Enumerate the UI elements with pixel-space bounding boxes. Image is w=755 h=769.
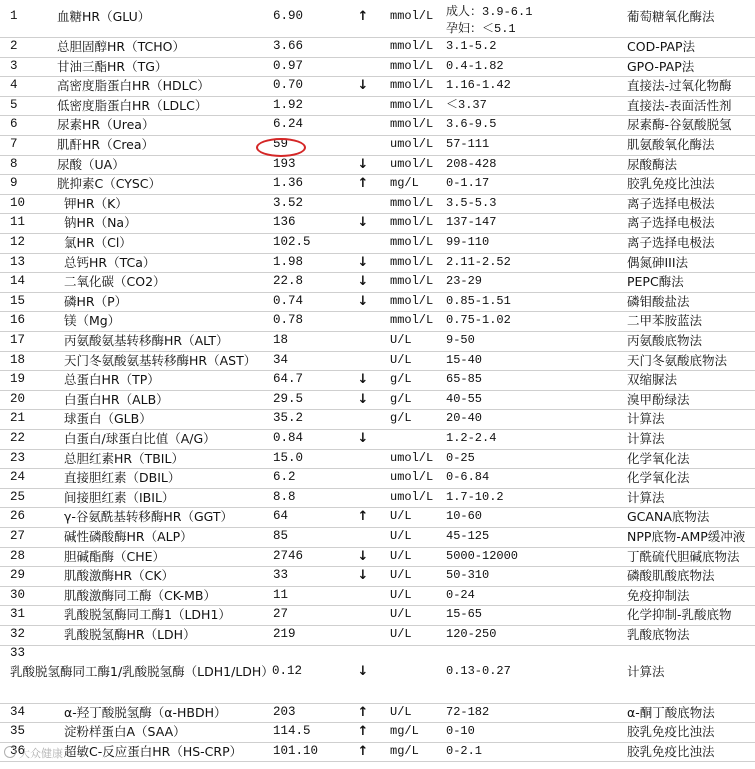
- test-name: 尿酸（UA）: [57, 156, 125, 172]
- table-row: [0, 527, 755, 548]
- test-value: 101.10: [273, 743, 319, 758]
- reference-range: 成人：3.9-6.1 孕妇：＜5.1: [446, 5, 533, 36]
- test-value: 136: [273, 215, 296, 230]
- test-method: 尿酸酶法: [627, 156, 678, 172]
- test-name: 乳酸脱氢酶同工酶1（LDH1）: [64, 607, 231, 623]
- test-method: 胶乳免疫比浊法: [627, 724, 715, 740]
- down-arrow-icon: ↓: [357, 391, 369, 407]
- row-number: 7: [10, 137, 18, 151]
- row-number: 27: [10, 529, 26, 543]
- test-method: 二甲苯胺蓝法: [627, 313, 703, 329]
- test-value: 35.2: [273, 411, 304, 426]
- test-name: 直接胆红素（DBIL）: [64, 470, 181, 486]
- test-unit: U/L: [390, 568, 412, 583]
- test-value: 0.78: [273, 313, 304, 328]
- reference-range: 20-40: [446, 411, 483, 426]
- table-row: [0, 57, 755, 78]
- test-method: 计算法: [627, 431, 665, 446]
- row-number: 33: [10, 645, 26, 660]
- down-arrow-icon: ↓: [357, 372, 369, 388]
- test-name: 乳酸脱氢酶同工酶1/乳酸脱氢酶（LDH1/LDH）: [10, 663, 274, 679]
- reference-range: 1.2-2.4: [446, 431, 497, 445]
- test-unit: mmol/L: [390, 58, 434, 73]
- test-method: 计算法: [627, 489, 665, 505]
- test-unit: mmol/L: [390, 39, 434, 53]
- test-value: 0.12: [272, 663, 303, 678]
- test-method: 免疫抑制法: [627, 587, 690, 603]
- test-method: 计算法: [627, 663, 665, 679]
- table-row: [0, 351, 755, 372]
- table-row: [0, 37, 755, 58]
- test-name: 乳酸脱氢酶HR（LDH）: [64, 627, 196, 642]
- test-unit: mg/L: [390, 176, 419, 191]
- row-number: 18: [10, 352, 26, 367]
- table-row: [0, 703, 755, 724]
- row-number: 9: [10, 176, 18, 191]
- test-name: 镁（Mg）: [64, 313, 121, 329]
- test-method: 直接法-表面活性剂: [627, 97, 732, 113]
- table-row: [0, 586, 755, 607]
- test-method: 化学抑制-乳酸底物: [627, 607, 732, 623]
- table-row: [0, 605, 755, 626]
- test-value: 64: [273, 509, 289, 524]
- crea-value-highlight-circle: [256, 138, 306, 157]
- row-number: 31: [10, 607, 26, 622]
- test-method: 磷钼酸盐法: [627, 293, 690, 309]
- table-row: [0, 253, 755, 274]
- test-value: 33: [273, 568, 289, 583]
- reference-range: 120-250: [446, 627, 497, 641]
- up-arrow-icon: ↑: [357, 509, 369, 525]
- reference-range: 10-60: [446, 509, 483, 524]
- reference-range: 0.75-1.02: [446, 313, 511, 328]
- test-name: 尿素HR（Urea）: [57, 117, 155, 133]
- test-name: 总蛋白HR（TP）: [64, 372, 160, 388]
- test-name: 二氧化碳（CO2）: [64, 274, 166, 290]
- test-method: 胶乳免疫比浊法: [627, 743, 715, 759]
- row-number: 26: [10, 509, 26, 524]
- test-method: NPP底物-AMP缓冲液: [627, 529, 746, 544]
- row-number: 8: [10, 156, 18, 171]
- row-number: 11: [10, 215, 26, 230]
- test-name: 碱性磷酸酶HR（ALP）: [64, 529, 193, 544]
- row-number: 24: [10, 470, 26, 485]
- row-number: 23: [10, 450, 26, 465]
- table-row: [0, 194, 755, 215]
- test-value: 219: [273, 627, 296, 641]
- down-arrow-icon: ↓: [357, 548, 369, 564]
- down-arrow-icon: ↓: [357, 431, 369, 446]
- table-row: [0, 625, 755, 646]
- table-row: [0, 722, 755, 743]
- table-row: [0, 645, 755, 704]
- table-row: [0, 449, 755, 470]
- row-number: 19: [10, 372, 26, 387]
- test-value: 0.70: [273, 78, 304, 93]
- table-row: [0, 115, 755, 136]
- reference-range: 5000-12000: [446, 548, 519, 563]
- test-unit: mmol/L: [390, 9, 434, 23]
- table-row: [0, 213, 755, 234]
- reference-range: 1.7-10.2: [446, 489, 504, 504]
- up-arrow-icon: ↑: [357, 9, 369, 24]
- test-value: 0.97: [273, 58, 304, 73]
- test-method: 偶氮砷III法: [627, 254, 689, 270]
- row-number: 6: [10, 117, 18, 132]
- test-unit: mmol/L: [390, 195, 434, 210]
- test-unit: umol/L: [390, 470, 434, 485]
- table-row: [0, 370, 755, 391]
- test-value: 1.36: [273, 176, 304, 191]
- down-arrow-icon: ↓: [357, 78, 369, 94]
- reference-range: 3.1-5.2: [446, 39, 497, 53]
- reference-range: 50-310: [446, 568, 490, 583]
- test-method: 直接法-过氧化物酶: [627, 78, 732, 94]
- table-row: [0, 742, 755, 763]
- test-unit: mmol/L: [390, 274, 434, 289]
- test-unit: umol/L: [390, 156, 434, 171]
- test-unit: U/L: [390, 529, 412, 543]
- test-unit: U/L: [390, 333, 412, 347]
- row-number: 21: [10, 411, 26, 426]
- test-name: 肌酐HR（Crea）: [57, 137, 155, 152]
- table-row: [0, 5, 755, 38]
- test-value: 0.74: [273, 293, 304, 308]
- test-method: 离子选择电极法: [627, 235, 715, 250]
- test-value: 102.5: [273, 235, 311, 249]
- up-arrow-icon: ↑: [357, 704, 369, 720]
- reference-range: 137-147: [446, 215, 497, 230]
- test-method: GPO-PAP法: [627, 58, 695, 74]
- reference-range: 45-125: [446, 529, 490, 543]
- test-value: 1.98: [273, 254, 304, 269]
- watermark-text: 大众健康: [19, 748, 63, 760]
- test-name: 总钙HR（TCa）: [64, 254, 156, 270]
- row-number: 32: [10, 627, 26, 641]
- test-value: 114.5: [273, 724, 311, 739]
- test-unit: umol/L: [390, 137, 434, 151]
- test-method: α-酮丁酸底物法: [627, 704, 715, 720]
- test-name: 淀粉样蛋白A（SAA）: [64, 724, 186, 740]
- test-unit: mmol/L: [390, 235, 434, 249]
- test-name: 钾HR（K）: [64, 195, 128, 211]
- test-unit: g/L: [390, 391, 412, 406]
- test-name: 肌酸激酶HR（CK）: [64, 568, 175, 584]
- test-value: 15.0: [273, 450, 304, 465]
- row-number: 22: [10, 431, 26, 445]
- test-value: 27: [273, 607, 289, 622]
- table-row: [0, 292, 755, 313]
- test-unit: mg/L: [390, 743, 419, 758]
- table-row: [0, 233, 755, 254]
- test-value: 0.84: [273, 431, 304, 445]
- test-value: 193: [273, 156, 296, 171]
- test-name: 超敏C-反应蛋白HR（HS-CRP）: [64, 743, 243, 759]
- test-method: 计算法: [627, 411, 665, 427]
- row-number: 15: [10, 293, 26, 308]
- table-row: [0, 311, 755, 332]
- test-unit: umol/L: [390, 450, 434, 465]
- test-name: 天门冬氨酸氨基转移酶HR（AST）: [64, 352, 257, 368]
- reference-range: 40-55: [446, 391, 483, 406]
- reference-range: 3.6-9.5: [446, 117, 497, 132]
- test-method: 丙氨酸底物法: [627, 333, 703, 348]
- test-unit: mmol/L: [390, 313, 434, 328]
- test-method: 丁酰硫代胆碱底物法: [627, 548, 740, 564]
- reference-range: 0-24: [446, 587, 475, 602]
- test-name: α-羟丁酸脱氢酶（α-HBDH）: [64, 704, 227, 720]
- up-arrow-icon: ↑: [357, 743, 369, 759]
- test-name: 氯HR（Cl）: [64, 235, 132, 250]
- reference-range: 0.4-1.82: [446, 58, 504, 73]
- test-value: 203: [273, 704, 296, 719]
- test-method: 肌氨酸氧化酶法: [627, 137, 715, 152]
- test-name: 白蛋白HR（ALB）: [64, 391, 169, 407]
- table-row: [0, 272, 755, 293]
- reference-range: 0-25: [446, 450, 475, 465]
- test-name: 总胆固醇HR（TCHO）: [57, 39, 185, 54]
- row-number: 29: [10, 568, 26, 583]
- test-unit: g/L: [390, 411, 412, 426]
- test-name: 球蛋白（GLB）: [64, 411, 152, 427]
- table-row: [0, 507, 755, 528]
- row-number: 30: [10, 587, 26, 602]
- test-unit: mmol/L: [390, 97, 434, 112]
- test-value: 11: [273, 587, 289, 602]
- test-name: 肌酸激酶同工酶（CK-MB）: [64, 587, 216, 603]
- test-unit: g/L: [390, 372, 412, 387]
- row-number: 10: [10, 195, 26, 210]
- test-name: 间接胆红素（IBIL）: [64, 489, 175, 505]
- test-method: GCANA底物法: [627, 509, 710, 525]
- reference-range: 72-182: [446, 704, 490, 719]
- test-value: 34: [273, 352, 289, 367]
- test-name: 总胆红素HR（TBIL）: [64, 450, 184, 466]
- test-unit: U/L: [390, 627, 412, 641]
- reference-range: 208-428: [446, 156, 497, 171]
- test-name: 钠HR（Na）: [64, 215, 137, 231]
- test-unit: U/L: [390, 607, 412, 622]
- test-method: 离子选择电极法: [627, 215, 715, 231]
- test-value: 6.2: [273, 470, 296, 485]
- test-unit: mmol/L: [390, 293, 434, 308]
- test-unit: mmol/L: [390, 254, 434, 269]
- test-method: 化学氧化法: [627, 450, 690, 466]
- row-number: 17: [10, 333, 26, 347]
- row-number: 36: [10, 743, 26, 758]
- down-arrow-icon: ↓: [357, 663, 369, 679]
- test-method: 天门冬氨酸底物法: [627, 352, 728, 368]
- test-name: 胆碱酯酶（CHE）: [64, 548, 166, 564]
- row-number: 4: [10, 78, 18, 93]
- table-row: [0, 331, 755, 352]
- row-number: 34: [10, 704, 26, 719]
- test-value: 3.66: [273, 39, 304, 53]
- test-method: 溴甲酚绿法: [627, 391, 690, 407]
- test-unit: mmol/L: [390, 215, 434, 230]
- test-unit: U/L: [390, 548, 412, 563]
- test-method: 尿素酶-谷氨酸脱氢: [627, 117, 732, 133]
- test-name: 低密度脂蛋白HR（LDLC）: [57, 97, 208, 113]
- reference-range: 2.11-2.52: [446, 254, 511, 269]
- test-value: 59: [273, 137, 289, 151]
- test-value: 1.92: [273, 97, 304, 112]
- test-method: 双缩脲法: [627, 372, 678, 388]
- reference-range: 23-29: [446, 274, 483, 289]
- test-unit: mmol/L: [390, 78, 434, 93]
- table-row: [0, 468, 755, 489]
- down-arrow-icon: ↓: [357, 274, 369, 290]
- reference-range: 15-40: [446, 352, 483, 367]
- test-method: 乳酸底物法: [627, 627, 690, 642]
- down-arrow-icon: ↓: [357, 568, 369, 584]
- table-row: [0, 174, 755, 195]
- down-arrow-icon: ↓: [357, 215, 369, 231]
- reference-range: 1.16-1.42: [446, 78, 511, 93]
- table-row: [0, 547, 755, 568]
- row-number: 2: [10, 39, 18, 53]
- row-number: 14: [10, 274, 26, 289]
- reference-range: 9-50: [446, 333, 475, 347]
- test-value: 6.24: [273, 117, 304, 132]
- test-unit: mmol/L: [390, 117, 434, 132]
- row-number: 25: [10, 489, 26, 504]
- test-method: 离子选择电极法: [627, 195, 715, 211]
- test-value: 8.8: [273, 489, 296, 504]
- test-method: 葡萄糖氧化酶法: [627, 9, 715, 24]
- row-number: 5: [10, 97, 18, 112]
- up-arrow-icon: ↑: [357, 724, 369, 740]
- test-name: 血糖HR（GLU）: [57, 9, 151, 24]
- table-row: [0, 155, 755, 176]
- row-number: 12: [10, 235, 26, 249]
- row-number: 28: [10, 548, 26, 563]
- test-value: 2746: [273, 548, 304, 563]
- reference-range: 15-65: [446, 607, 483, 622]
- row-number: 13: [10, 254, 26, 269]
- reference-range: 0.13-0.27: [446, 663, 511, 678]
- test-value: 29.5: [273, 391, 304, 406]
- test-value: 85: [273, 529, 289, 543]
- up-arrow-icon: ↑: [357, 176, 369, 192]
- down-arrow-icon: ↓: [357, 293, 369, 309]
- test-unit: U/L: [390, 509, 412, 524]
- test-name: 胱抑素C（CYSC）: [57, 176, 162, 192]
- test-method: 磷酸肌酸底物法: [627, 568, 715, 584]
- table-row: [0, 566, 755, 587]
- reference-range: 99-110: [446, 235, 490, 249]
- test-value: 3.52: [273, 195, 304, 210]
- test-method: 化学氧化法: [627, 470, 690, 486]
- table-row: [0, 135, 755, 156]
- row-number: 35: [10, 724, 26, 739]
- test-method: PEPC酶法: [627, 274, 684, 290]
- table-row: [0, 76, 755, 97]
- table-row: [0, 390, 755, 411]
- test-method: 胶乳免疫比浊法: [627, 176, 715, 192]
- test-name: 高密度脂蛋白HR（HDLC）: [57, 78, 210, 94]
- down-arrow-icon: ↓: [357, 156, 369, 172]
- reference-range: 65-85: [446, 372, 483, 387]
- row-number: 3: [10, 58, 18, 73]
- table-row: [0, 429, 755, 450]
- table-row: [0, 96, 755, 117]
- test-unit: U/L: [390, 704, 412, 719]
- test-name: 白蛋白/球蛋白比值（A/G）: [64, 431, 216, 446]
- table-row: [0, 409, 755, 430]
- test-unit: U/L: [390, 587, 412, 602]
- test-unit: umol/L: [390, 489, 434, 504]
- down-arrow-icon: ↓: [357, 254, 369, 270]
- test-value: 64.7: [273, 372, 304, 387]
- test-name: 磷HR（P）: [64, 293, 128, 309]
- test-value: 18: [273, 333, 289, 347]
- reference-range: 57-111: [446, 137, 490, 151]
- row-number: 1: [10, 9, 18, 23]
- reference-range: 0-1.17: [446, 176, 490, 191]
- test-unit: mg/L: [390, 724, 419, 739]
- test-value: 22.8: [273, 274, 304, 289]
- test-method: COD-PAP法: [627, 39, 696, 54]
- reference-range: ＜3.37: [446, 97, 487, 112]
- table-row: [0, 488, 755, 509]
- reference-range: 0.85-1.51: [446, 293, 511, 308]
- reference-range: 0-10: [446, 724, 475, 739]
- watermark: [4, 745, 63, 761]
- test-value: 6.90: [273, 9, 304, 23]
- row-number: 20: [10, 391, 26, 406]
- reference-range: 0-2.1: [446, 743, 483, 758]
- test-name: 丙氨酸氨基转移酶HR（ALT）: [64, 333, 229, 348]
- reference-range: 3.5-5.3: [446, 195, 497, 210]
- watermark-logo-icon: [4, 746, 16, 758]
- test-name: 甘油三酯HR（TG）: [57, 58, 168, 74]
- row-number: 16: [10, 313, 26, 328]
- reference-range: 0-6.84: [446, 470, 490, 485]
- test-unit: U/L: [390, 352, 412, 367]
- test-name: γ-谷氨酰基转移酶HR（GGT）: [64, 509, 234, 525]
